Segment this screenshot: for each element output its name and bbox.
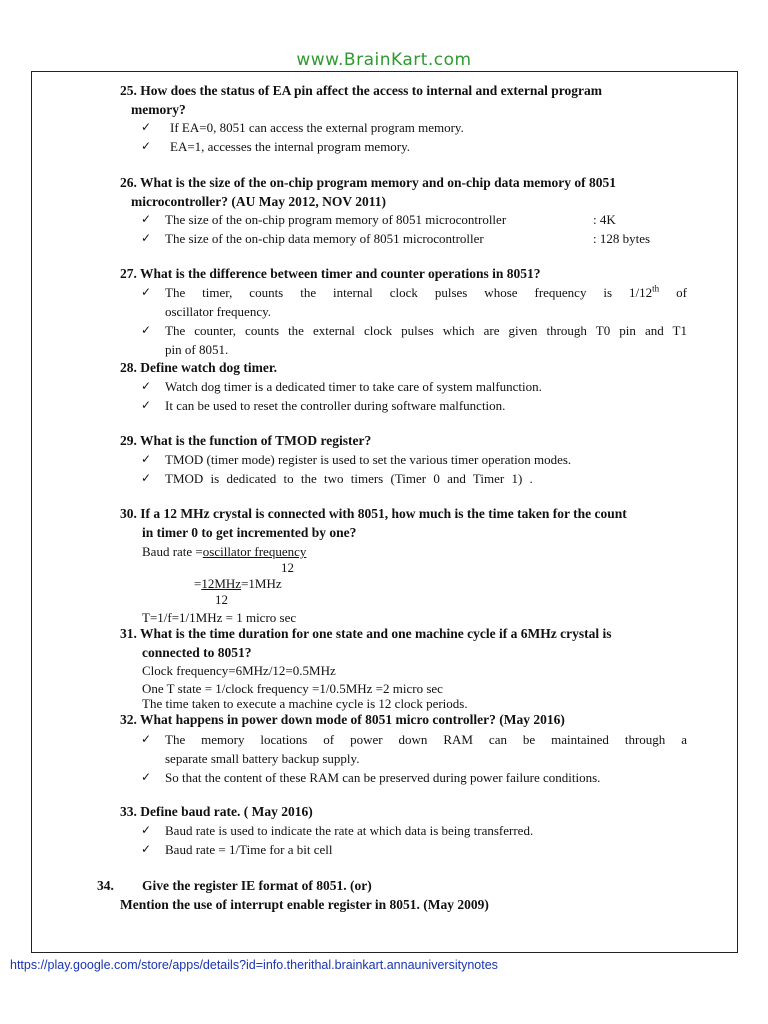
question-28-title: 28. Define watch dog timer. [120, 360, 277, 375]
check-icon: ✓ [141, 823, 152, 837]
answer-item: If EA=0, 8051 can access the external program memory. [170, 120, 464, 135]
answer-item: The timer, counts the internal clock pulses whose frequency is 1/12th of [165, 283, 687, 300]
check-icon: ✓ [141, 139, 152, 153]
answer-item: The counter, counts the external clock pulses which are given through T0 pin and T1 [165, 323, 687, 338]
answer-item-cont: oscillator frequency. [165, 304, 271, 319]
question-31-title: 31. What is the time duration for one state and one machine cycle if a 6MHz crystal is [120, 626, 612, 641]
answer-item: The size of the on-chip data memory of 8051 microcontroller [165, 231, 484, 246]
answer-line: One T state = 1/clock frequency =1/0.5MHz =2 micro sec [142, 681, 443, 696]
answer-item: Watch dog timer is a dedicated timer to take care of system malfunction. [165, 379, 542, 394]
footer-link[interactable]: https://play.google.com/store/apps/details?id=info.therithal.brainkart.annauniversitynotes [10, 958, 498, 972]
formula-denominator: 12 [281, 560, 294, 575]
question-25-title-cont: memory? [131, 102, 186, 117]
answer-item: It can be used to reset the controller during software malfunction. [165, 398, 506, 413]
question-29-title: 29. What is the function of TMOD register? [120, 433, 372, 448]
question-32-title: 32. What happens in power down mode of 8051 micro controller? (May 2016) [120, 712, 565, 727]
formula-denominator: 12 [215, 592, 228, 607]
check-icon: ✓ [141, 842, 152, 856]
answer-line: Clock frequency=6MHz/12=0.5MHz [142, 663, 336, 678]
answer-item: So that the content of these RAM can be preserved during power failure conditions. [165, 770, 601, 785]
question-26-title-cont: microcontroller? (AU May 2012, NOV 2011) [131, 194, 386, 209]
answer-value: : 4K [593, 212, 616, 227]
question-33-title: 33. Define baud rate. ( May 2016) [120, 804, 313, 819]
answer-item: The size of the on-chip program memory of 8051 microcontroller [165, 212, 507, 227]
question-34-title-cont: Mention the use of interrupt enable register in 8051. (May 2009) [120, 897, 489, 912]
answer-item: TMOD is dedicated to the two timers (Timer 0 and Timer 1) . [165, 471, 533, 486]
formula-line: =12MHz=1MHz [194, 576, 282, 591]
answer-item-cont: pin of 8051. [165, 342, 229, 357]
question-26-title: 26. What is the size of the on-chip program memory and on-chip data memory of 8051 [120, 175, 616, 190]
answer-item: Baud rate is used to indicate the rate at which data is being transferred. [165, 823, 534, 838]
check-icon: ✓ [141, 285, 152, 299]
question-25-title: 25. How does the status of EA pin affect the access to internal and external program [120, 83, 602, 98]
check-icon: ✓ [141, 379, 152, 393]
answer-item: Baud rate = 1/Time for a bit cell [165, 842, 333, 857]
question-34-number: 34. [97, 878, 114, 893]
question-27-title: 27. What is the difference between timer and counter operations in 8051? [120, 266, 541, 281]
answer-item: The memory locations of power down RAM can be maintained through a [165, 732, 687, 747]
answer-item-cont: separate small battery backup supply. [165, 751, 360, 766]
question-30-title: 30. If a 12 MHz crystal is connected with 8051, how much is the time taken for the count [120, 506, 627, 521]
check-icon: ✓ [141, 471, 152, 485]
answer-value: : 128 bytes [593, 231, 651, 246]
formula-result: T=1/f=1/1MHz = 1 micro sec [142, 610, 297, 625]
check-icon: ✓ [141, 452, 152, 466]
answer-item: TMOD (timer mode) register is used to set the various timer operation modes. [165, 452, 572, 467]
answer-item: EA=1, accesses the internal program memory. [170, 139, 411, 154]
check-icon: ✓ [141, 212, 152, 226]
answer-line: The time taken to execute a machine cycle is 12 clock periods. [142, 696, 468, 711]
question-30-title-cont: in timer 0 to get incremented by one? [142, 525, 357, 540]
formula-line: Baud rate =oscillator frequency [142, 544, 307, 559]
check-icon: ✓ [141, 770, 152, 784]
check-icon: ✓ [141, 323, 152, 337]
site-header[interactable]: www.BrainKart.com [296, 50, 472, 70]
question-31-title-cont: connected to 8051? [142, 645, 252, 660]
check-icon: ✓ [141, 732, 152, 746]
check-icon: ✓ [141, 398, 152, 412]
check-icon: ✓ [141, 120, 152, 134]
question-34-title: Give the register IE format of 8051. (or) [142, 878, 372, 893]
check-icon: ✓ [141, 231, 152, 245]
